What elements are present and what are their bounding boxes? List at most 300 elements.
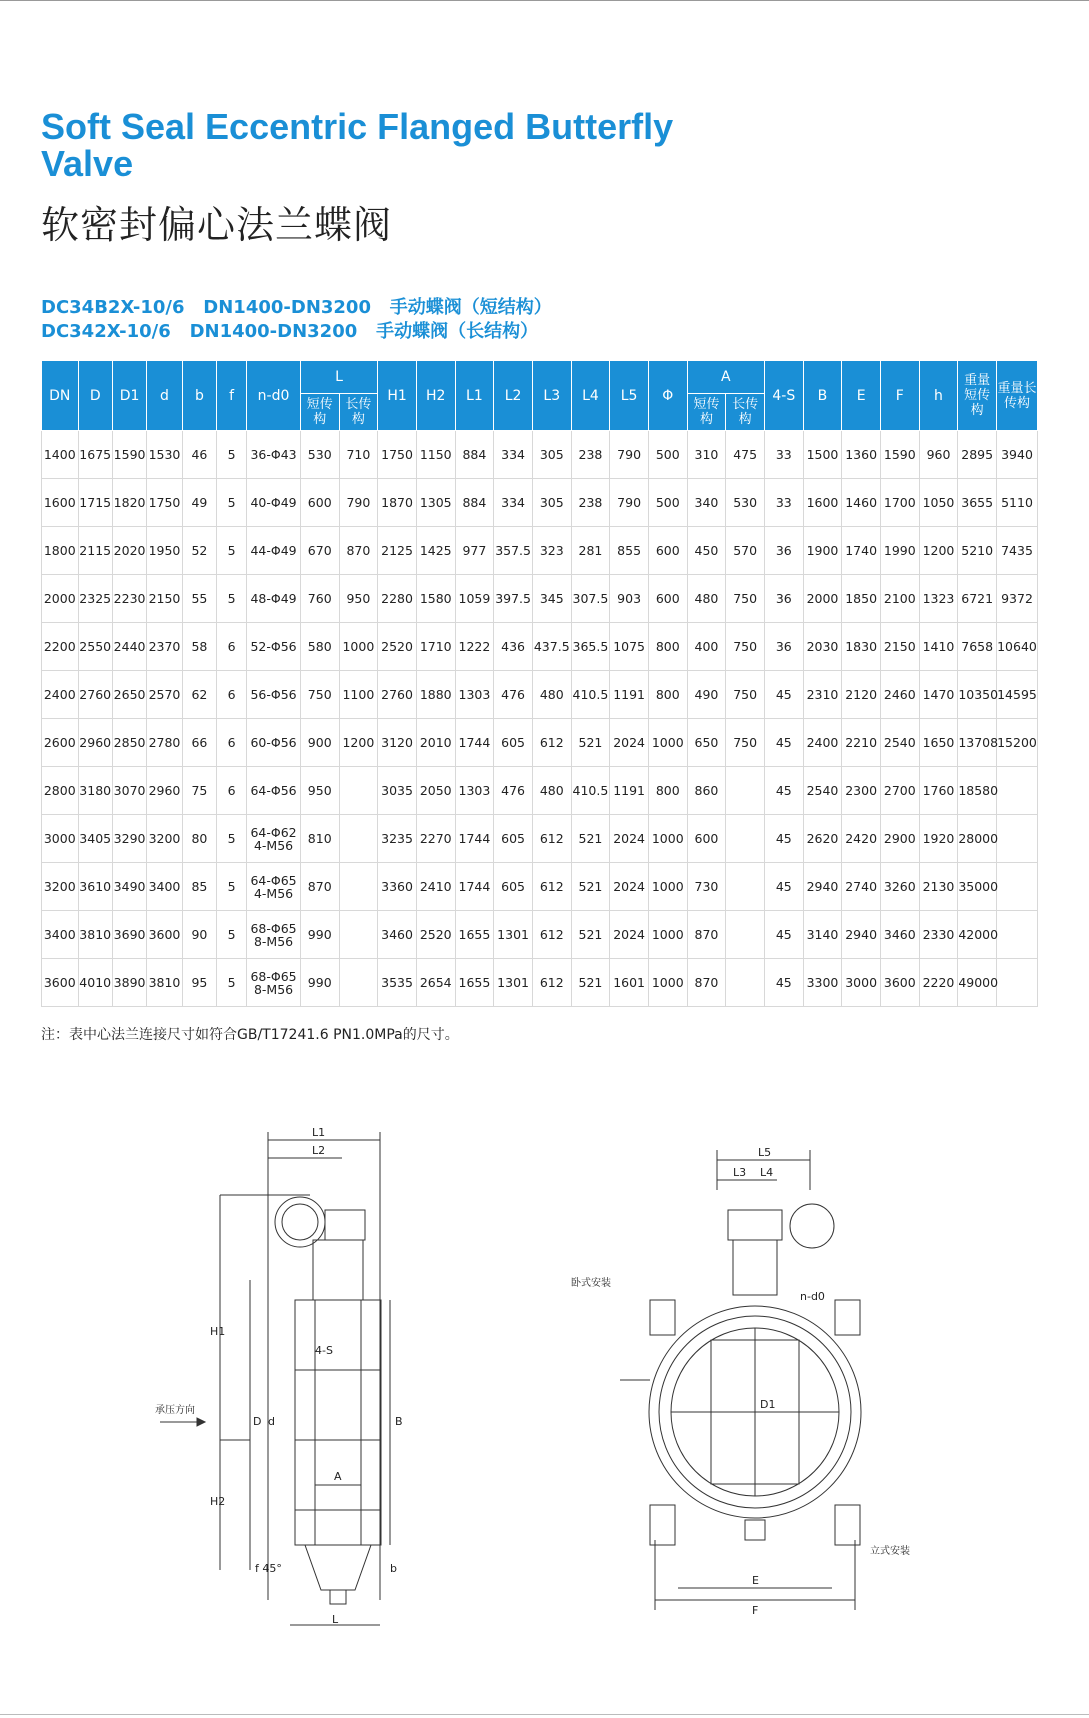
bottom-shaft [330,1590,346,1604]
header-weight-long: 重量长传构 [997,361,1038,431]
table-cell: 530 [300,431,339,479]
table-cell: 1100 [339,671,378,719]
table-cell: 1303 [455,671,494,719]
model-lines [41,296,552,344]
header-l: L [300,361,377,394]
front-view-drawing [620,1150,861,1610]
table-cell: 612 [532,911,571,959]
header-l5: L5 [610,361,649,431]
table-cell: 36 [764,527,803,575]
table-cell: 1460 [842,479,881,527]
table-cell: 855 [610,527,649,575]
table-cell: 5 [217,863,247,911]
table-cell: 2330 [919,911,958,959]
table-cell: 870 [687,959,726,1007]
table-cell: 2370 [147,623,182,671]
multiline-text: 64-Φ62 4-M56 [250,824,297,853]
table-cell: 870 [339,527,378,575]
table-cell: 2024 [610,863,649,911]
table-cell: 3690 [112,911,146,959]
table-cell: 903 [610,575,649,623]
table-cell: 58 [182,623,216,671]
table-cell: 45 [764,911,803,959]
model-range: DN1400-DN3200 [203,297,371,318]
table-cell: 5 [217,575,247,623]
table-cell: 750 [726,671,765,719]
table-cell: 66 [182,719,216,767]
table-cell: 357.5 [494,527,533,575]
table-cell: 3810 [78,911,112,959]
header-a-long: 长传构 [726,394,765,431]
table-cell: 1000 [648,863,687,911]
table-cell: 2020 [112,527,146,575]
table-cell [726,959,765,1007]
table-cell: 10350 [958,671,997,719]
table-cell: 62 [182,671,216,719]
table-row [42,623,1038,671]
table-cell: 10640 [997,623,1038,671]
label-l5: L5 [758,1146,772,1159]
table-cell: 2280 [378,575,417,623]
table-cell [726,911,765,959]
table-cell: 75 [182,767,216,815]
table-cell: 400 [687,623,726,671]
table-cell: 1820 [112,479,146,527]
table-cell: 60-Φ56 [247,719,301,767]
table-cell: 410.5 [571,767,610,815]
table-cell: 2010 [416,719,455,767]
table-row [42,719,1038,767]
table-cell: 2410 [416,863,455,911]
table-cell: 1410 [919,623,958,671]
table-cell: 2940 [842,911,881,959]
table-cell: 2420 [842,815,881,863]
table-cell: 1655 [455,959,494,1007]
table-cell [997,959,1038,1007]
table-row [42,815,1038,863]
table-cell: 2960 [147,767,182,815]
table-cell: 884 [455,431,494,479]
table-cell: 15200 [997,719,1038,767]
label-l3: L3 [733,1166,747,1179]
table-cell: 3400 [147,863,182,911]
table-cell: 1200 [919,527,958,575]
table-cell: 480 [532,671,571,719]
table-cell: 605 [494,863,533,911]
table-cell: 800 [648,671,687,719]
table-cell: 3000 [42,815,79,863]
table-cell: 2760 [78,671,112,719]
table-cell: 340 [687,479,726,527]
table-cell: 2210 [842,719,881,767]
label-f45: f 45° [255,1562,282,1575]
table-cell: 521 [571,815,610,863]
table-cell: 1530 [147,431,182,479]
table-cell: 9372 [997,575,1038,623]
table-cell: 1650 [919,719,958,767]
table-cell: 45 [764,863,803,911]
table-cell: 750 [726,719,765,767]
table-cell [339,911,378,959]
table-cell: 45 [764,767,803,815]
multiline-text: 68-Φ65 8-M56 [250,968,297,997]
table-cell: 3360 [378,863,417,911]
table-cell: 2270 [416,815,455,863]
table-cell [726,767,765,815]
header-e: E [842,361,881,431]
table-cell: 800 [648,623,687,671]
table-cell: 6 [217,623,247,671]
table-cell: 334 [494,431,533,479]
header-b-upper: B [803,361,842,431]
table-cell: 3610 [78,863,112,911]
table-cell: 33 [764,431,803,479]
table-cell: 900 [300,719,339,767]
table-row [42,671,1038,719]
table-cell: 605 [494,719,533,767]
table-cell: 95 [182,959,216,1007]
header-l2: L2 [494,361,533,431]
table-cell: 2120 [842,671,881,719]
table-cell: 2150 [147,575,182,623]
foot-upper-right [835,1300,860,1335]
table-cell: 307.5 [571,575,610,623]
table-cell: 5 [217,479,247,527]
table-cell [997,863,1038,911]
table-cell: 5 [217,911,247,959]
table-cell: 750 [726,575,765,623]
table-cell: 3460 [378,911,417,959]
table-cell: 3180 [78,767,112,815]
table-cell: 790 [610,431,649,479]
table-cell: 1222 [455,623,494,671]
table-cell: 3300 [803,959,842,1007]
table-cell: 2940 [803,863,842,911]
model-line-long [41,320,552,344]
table-cell: 3235 [378,815,417,863]
table-cell: 56-Φ56 [247,671,301,719]
table-cell: 45 [764,959,803,1007]
table-cell: 305 [532,431,571,479]
table-cell: 600 [300,479,339,527]
table-cell: 3120 [378,719,417,767]
table-cell: 3400 [42,911,79,959]
table-cell: 345 [532,575,571,623]
label-d-outer: D [253,1415,262,1428]
header-n-d0: n-d0 [247,361,301,431]
table-cell: 1750 [147,479,182,527]
foot-lower-right [835,1505,860,1545]
table-cell [339,815,378,863]
table-cell: 1590 [112,431,146,479]
table-cell: 3200 [42,863,79,911]
table-cell [247,959,301,1007]
table-cell [339,863,378,911]
table-row [42,527,1038,575]
table-cell: 450 [687,527,726,575]
table-cell: 730 [687,863,726,911]
table-cell: 521 [571,959,610,1007]
handwheel-inner [282,1204,318,1240]
table-cell: 33 [764,479,803,527]
pressure-arrow-head [197,1418,205,1426]
table-cell: 2780 [147,719,182,767]
bonnet [733,1240,777,1295]
table-cell: 800 [648,767,687,815]
table-cell: 1744 [455,719,494,767]
table-cell: 5210 [958,527,997,575]
model-desc: 手动蝶阀（短结构） [389,297,552,318]
table-cell: 710 [339,431,378,479]
table-cell: 44-Φ49 [247,527,301,575]
table-cell: 1900 [803,527,842,575]
label-l: L [332,1613,339,1626]
table-cell: 1744 [455,863,494,911]
table-cell: 1740 [842,527,881,575]
header-l1: L1 [455,361,494,431]
table-cell: 49 [182,479,216,527]
title-chinese: 软密封偏心法兰蝶阀 [41,203,393,247]
table-cell: 1870 [378,479,417,527]
table-cell: 40-Φ49 [247,479,301,527]
table-cell: 1000 [339,623,378,671]
table-cell: 870 [687,911,726,959]
table-cell: 36 [764,575,803,623]
table-cell: 85 [182,863,216,911]
table-cell: 490 [687,671,726,719]
header-l-long: 长传构 [339,394,378,431]
label-b: b [390,1562,397,1575]
table-cell: 860 [687,767,726,815]
table-cell: 6 [217,671,247,719]
table-cell: 2000 [42,575,79,623]
table-cell: 790 [610,479,649,527]
table-cell: 950 [300,767,339,815]
label-pressure-direction: 承压方向 [155,1405,195,1416]
table-cell: 5110 [997,479,1038,527]
label-h2: H2 [210,1495,226,1508]
bottom-shaft [745,1520,765,1540]
valve-drawings [0,1110,1089,1710]
table-cell: 612 [532,863,571,911]
table-cell [339,959,378,1007]
table-cell: 3490 [112,863,146,911]
table-cell: 436 [494,623,533,671]
handwheel [790,1204,834,1248]
table-cell: 1760 [919,767,958,815]
table-cell: 500 [648,431,687,479]
table-cell: 600 [648,527,687,575]
table-cell: 49000 [958,959,997,1007]
table-cell: 1950 [147,527,182,575]
table-cell: 2024 [610,911,649,959]
table-cell: 2115 [78,527,112,575]
table-cell: 3460 [880,911,919,959]
table-cell: 1580 [416,575,455,623]
table-cell: 3000 [842,959,881,1007]
table-cell: 18580 [958,767,997,815]
table-cell: 1800 [42,527,79,575]
header-l4: L4 [571,361,610,431]
table-cell: 2740 [842,863,881,911]
table-cell: 14595 [997,671,1038,719]
table-cell: 45 [764,719,803,767]
table-cell: 3600 [880,959,919,1007]
table-cell: 2600 [42,719,79,767]
table-cell: 3405 [78,815,112,863]
table-cell: 2570 [147,671,182,719]
table-cell: 612 [532,719,571,767]
table-cell: 2200 [42,623,79,671]
table-cell: 810 [300,815,339,863]
table-cell: 45 [764,815,803,863]
table-cell: 950 [339,575,378,623]
table-cell: 3290 [112,815,146,863]
table-cell: 3140 [803,911,842,959]
label-b-upper: B [395,1415,403,1428]
table-cell: 90 [182,911,216,959]
table-cell: 3035 [378,767,417,815]
table-cell: 2100 [880,575,919,623]
table-cell: 650 [687,719,726,767]
table-cell [247,815,301,863]
model-code: DC342X-10/6 [41,321,171,342]
table-cell: 437.5 [532,623,571,671]
table-cell: 1150 [416,431,455,479]
label-h1: H1 [210,1325,226,1338]
table-cell: 80 [182,815,216,863]
table-cell: 580 [300,623,339,671]
table-cell [247,863,301,911]
table-cell: 7435 [997,527,1038,575]
table-cell [997,767,1038,815]
table-cell: 475 [726,431,765,479]
spec-table-body [42,431,1038,1007]
header-d1: D1 [112,361,146,431]
table-cell: 1830 [842,623,881,671]
table-cell: 1305 [416,479,455,527]
table-cell: 670 [300,527,339,575]
table-cell: 52-Φ56 [247,623,301,671]
table-cell: 977 [455,527,494,575]
footnote: 注：表中心法兰连接尺寸如符合GB/T17241.6 PN1.0MPa的尺寸。 [41,1027,459,1043]
table-cell: 1000 [648,719,687,767]
table-row [42,767,1038,815]
table-cell [997,911,1038,959]
table-cell: 2650 [112,671,146,719]
table-cell: 1000 [648,959,687,1007]
table-cell: 1059 [455,575,494,623]
table-cell: 28000 [958,815,997,863]
table-cell: 5 [217,815,247,863]
table-cell: 1750 [378,431,417,479]
table-cell: 2125 [378,527,417,575]
table-cell: 1655 [455,911,494,959]
table-cell: 1600 [803,479,842,527]
table-cell: 2220 [919,959,958,1007]
table-cell: 36 [764,623,803,671]
table-cell: 1191 [610,767,649,815]
table-cell: 365.5 [571,623,610,671]
gearbox [728,1210,782,1240]
label-d-inner: d [268,1415,275,1428]
table-cell: 1715 [78,479,112,527]
table-cell: 2050 [416,767,455,815]
table-cell: 3600 [147,911,182,959]
header-l-short: 短传构 [300,394,339,431]
table-cell: 521 [571,911,610,959]
table-cell: 476 [494,671,533,719]
table-cell: 310 [687,431,726,479]
table-cell: 600 [687,815,726,863]
table-cell [339,767,378,815]
table-cell: 612 [532,959,571,1007]
table-cell: 2400 [42,671,79,719]
table-cell: 2760 [378,671,417,719]
title-english: Soft Seal Eccentric Flanged Butterfly Valve [41,106,674,184]
label-e: E [752,1574,759,1587]
table-cell: 5 [217,959,247,1007]
model-desc: 手动蝶阀（长结构） [376,321,539,342]
table-cell: 3600 [42,959,79,1007]
header-f: f [217,361,247,431]
table-cell: 2030 [803,623,842,671]
table-cell: 410.5 [571,671,610,719]
header-4s: 4-S [764,361,803,431]
table-cell: 990 [300,959,339,1007]
model-line-short [41,296,552,320]
table-cell: 1500 [803,431,842,479]
table-cell: 3260 [880,863,919,911]
table-cell: 600 [648,575,687,623]
table-cell: 2230 [112,575,146,623]
table-cell: 2460 [880,671,919,719]
table-cell: 2400 [803,719,842,767]
bottom-rule [0,1714,1089,1715]
table-cell: 480 [687,575,726,623]
label-a: A [334,1470,342,1483]
model-code: DC34B2X-10/6 [41,297,185,318]
table-cell: 3200 [147,815,182,863]
table-cell: 612 [532,815,571,863]
label-f: F [752,1604,759,1617]
table-cell: 2150 [880,623,919,671]
foot-lower-left [650,1505,675,1545]
table-cell: 1590 [880,431,919,479]
table-cell: 397.5 [494,575,533,623]
header-b: b [182,361,216,431]
label-4s: 4-S [315,1344,333,1357]
table-cell: 605 [494,815,533,863]
table-cell: 530 [726,479,765,527]
table-cell: 1744 [455,815,494,863]
header-d-outer: D [78,361,112,431]
table-cell: 45 [764,671,803,719]
header-weight-short: 重量短传构 [958,361,997,431]
table-cell: 480 [532,767,571,815]
table-cell: 1075 [610,623,649,671]
lower-body [305,1545,371,1590]
multiline-text: 68-Φ65 8-M56 [250,920,297,949]
table-cell: 7658 [958,623,997,671]
table-cell: 6 [217,719,247,767]
table-cell: 1600 [42,479,79,527]
multiline-text: 64-Φ65 4-M56 [250,872,297,901]
table-cell: 52 [182,527,216,575]
table-row [42,575,1038,623]
header-phi: Φ [648,361,687,431]
table-cell: 760 [300,575,339,623]
